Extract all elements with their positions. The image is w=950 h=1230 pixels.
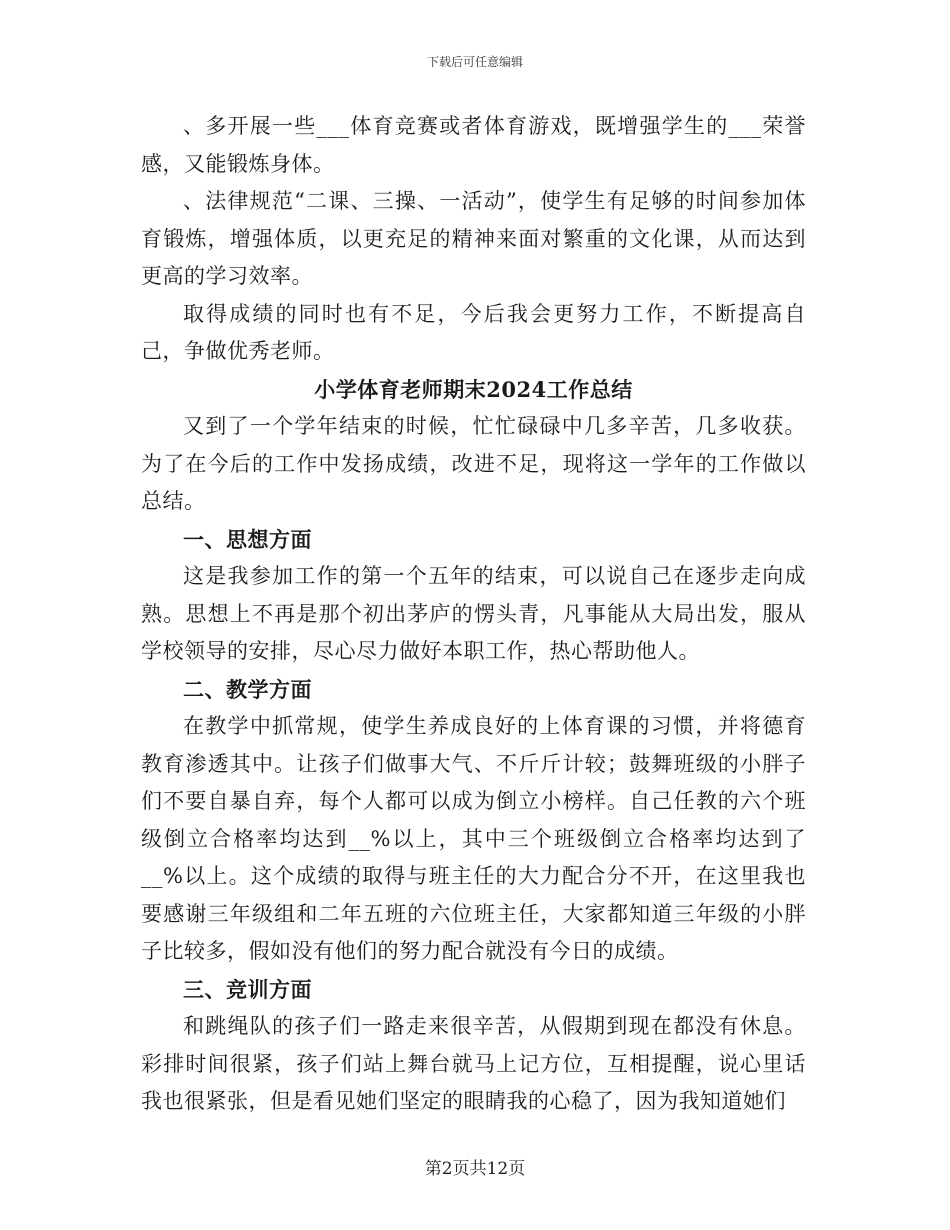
paragraph-sports-competition: 、多开展一些___体育竞赛或者体育游戏，既增强学生的___荣誉感，又能锻炼身体。 — [141, 114, 806, 176]
section-heading-teaching: 二、教学方面 — [183, 676, 312, 702]
paragraph-teaching: 在教学中抓常规，使学生养成良好的上体育课的习惯，并将德育教育渗透其中。让孩子们做事大气、不斤斤计较；鼓舞班级的小胖子们不要自暴自弃，每个人都可以成为倒立小榜样。自己任教的六个班级倒立合格率均达到__%以上，其中三个班级倒立合格率均达到了__%以上。这个成绩的取得与班主任的大力配合分不开，在这里我也要感谢三年级组和二年五班的六位班主任，大家都知道三年级的小胖子比较多，假如没有他们的努力配合就没有今日的成绩。 — [141, 714, 806, 963]
paragraph-regulations: 、法律规范“二课、三操、一活动”，使学生有足够的时间参加体育锻炼，增强体质，以更充足的精神来面对繁重的文化课，从而达到更高的学习效率。 — [141, 189, 806, 288]
paragraph-intro: 又到了一个学年结束的时候，忙忙碌碌中几多辛苦，几多收获。为了在今后的工作中发扬成绩，改进不足，现将这一学年的工作做以总结。 — [141, 414, 806, 513]
paragraph-conclusion: 取得成绩的同时也有不足，今后我会更努力工作，不断提高自己，争做优秀老师。 — [141, 301, 806, 363]
page-header-note: 下载后可任意编辑 — [426, 55, 523, 69]
paragraph-ideology: 这是我参加工作的第一个五年的结束，可以说自己在逐步走向成熟。思想上不再是那个初出茅庐的愣头青，凡事能从大局出发，服从学校领导的安排，尽心尽力做好本职工作，热心帮助他人。 — [141, 564, 806, 663]
section-heading-ideology: 一、思想方面 — [183, 526, 312, 552]
paragraph-training: 和跳绳队的孩子们一路走来很辛苦，从假期到现在都没有休息。彩排时间很紧，孩子们站上舞台就马上记方位，互相提醒，说心里话我也很紧张，但是看见她们坚定的眼睛我的心稳了，因为我知道她们 — [141, 1014, 806, 1113]
document-title: 小学体育老师期末2024工作总结 — [314, 376, 633, 402]
document-body — [141, 108, 806, 1121]
section-heading-training: 三、竞训方面 — [183, 976, 312, 1002]
page-number: 第2页共12页 — [424, 1159, 526, 1179]
